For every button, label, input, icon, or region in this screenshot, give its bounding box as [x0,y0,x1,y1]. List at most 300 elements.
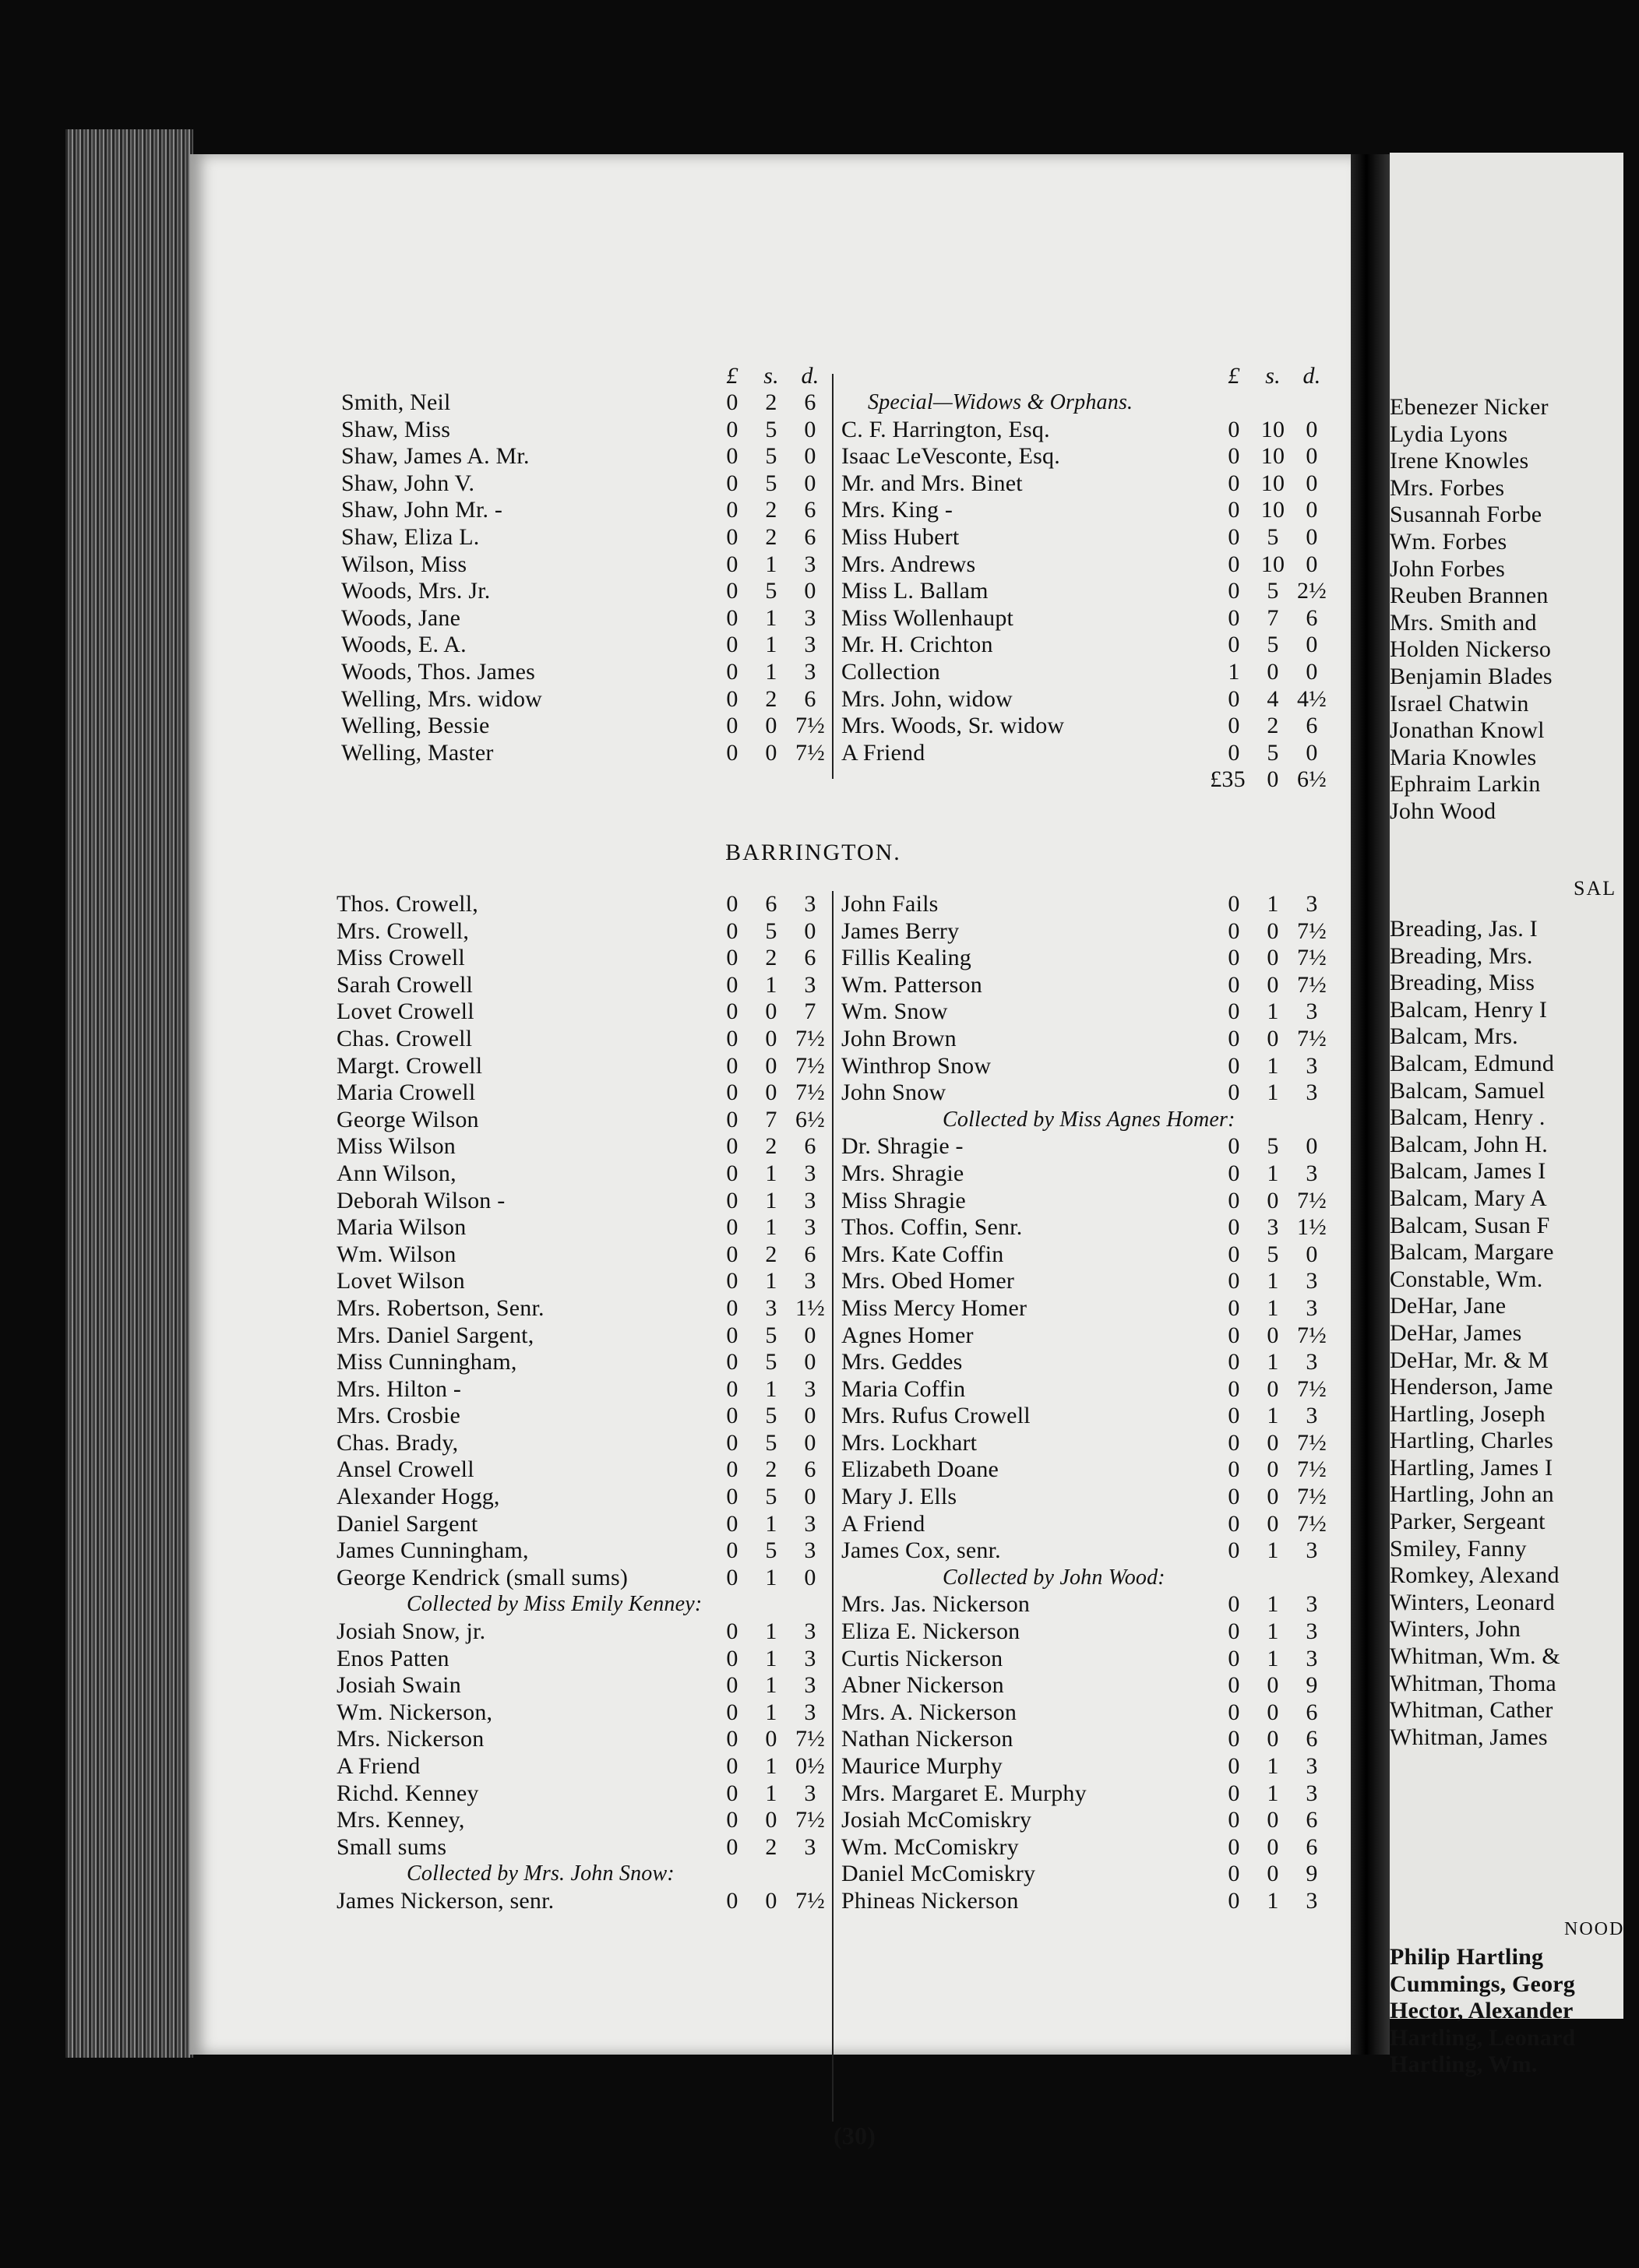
amount-pounds: 0 [726,523,738,550]
amount-pounds: 0 [726,739,738,766]
amount-pence: 1½ [795,1294,825,1321]
amount-shillings: 5 [765,578,777,604]
amount-pounds: 1 [1228,658,1240,685]
amount-shillings: 1 [1267,1079,1279,1106]
contributor-name: Miss Wollenhaupt [841,604,1014,631]
amount-pence: 3 [1306,1618,1318,1645]
amount-shillings: 1 [1267,1618,1279,1645]
amount-pence: 3 [1306,1079,1318,1106]
amount-shillings: 1 [765,1753,777,1779]
amount-pence: 0 [804,1322,816,1348]
facing-list-item: Jonathan Knowl [1390,717,1545,744]
amount-pounds: 0 [726,1699,738,1725]
amount-pence: 7½ [795,1887,825,1914]
contribution-row [341,417,824,444]
contributor-name: Thos. Coffin, Senr. [841,1214,1023,1241]
amount-pounds: 0 [726,1887,738,1914]
amount-pence: 7½ [795,1807,825,1833]
contributor-name: Curtis Nickerson [841,1645,1003,1671]
contributor-name: Mrs. Robertson, Senr. [337,1294,545,1321]
contributor-name: James Cunningham, [337,1537,529,1564]
amount-pounds: 0 [1228,1403,1240,1429]
amount-pence: 6 [804,685,816,712]
contributor-name: Mrs. Shragie [841,1160,964,1186]
amount-pounds: 0 [726,1672,738,1699]
amount-pounds: 0 [726,917,738,944]
amount-pounds: 0 [1228,945,1240,971]
amount-pounds: 0 [726,1268,738,1294]
amount-pounds: 0 [726,1052,738,1079]
amount-pence: 2½ [1297,578,1327,604]
contributor-name: Daniel Sargent [337,1510,478,1537]
contribution-row [341,551,824,579]
contribution-row [841,417,1340,444]
amount-pence: 3 [1306,1780,1318,1806]
amount-shillings: 1 [1267,1294,1279,1321]
amount-pounds: 0 [1228,551,1240,577]
column-rule-bottom [832,891,834,2122]
amount-shillings: 2 [765,945,777,971]
amount-pounds: 0 [726,1537,738,1564]
amount-pounds: 0 [1228,1618,1240,1645]
contributor-name: Shaw, John Mr. - [341,497,503,523]
contributor-name: Alexander Hogg, [337,1484,500,1510]
amount-shillings: 2 [765,1133,777,1160]
contribution-row [841,1753,1340,1780]
amount-pounds: 0 [726,578,738,604]
contributor-name: James Berry [841,917,960,944]
amount-shillings: 1 [765,1510,777,1537]
amount-pence: 3 [804,604,816,631]
contributor-name: Wm. Nickerson, [337,1699,493,1725]
contribution-row [341,659,824,686]
amount-pounds: 0 [726,551,738,577]
contribution-row [841,972,1340,999]
facing-list-item: Irene Knowles [1390,448,1529,474]
facing-list-item: Balcam, Mary A [1390,1185,1547,1211]
left-header-s: s. [763,363,779,389]
amount-pounds: 0 [1228,1537,1240,1564]
contributor-name: George Kendrick (small sums) [337,1564,629,1590]
facing-list-item: Constable, Wm. [1390,1266,1543,1292]
amount-pence: 0 [804,1403,816,1429]
amount-shillings: 6 [765,891,777,917]
contribution-row [337,1672,835,1699]
amount-pounds: 0 [1228,1887,1240,1914]
contributor-name: Mrs. Geddes [841,1349,963,1375]
contribution-row [841,1511,1340,1538]
amount-pounds: 0 [726,1726,738,1752]
facing-list-item: John Wood [1390,798,1496,824]
amount-shillings: 4 [1267,685,1279,712]
contributor-name: Wm. McComiskry [841,1833,1019,1860]
contribution-row [841,1403,1340,1430]
amount-pence: 0 [804,416,816,442]
right-top-total-row [841,766,1340,794]
contribution-row [337,1053,835,1080]
facing-list-item: Whitman, James [1390,1724,1548,1750]
collector-heading-text: Collected by John Wood: [943,1565,1165,1590]
amount-pence: 7½ [795,1079,825,1106]
contribution-row [337,1456,835,1484]
contributor-name: Deborah Wilson - [337,1187,506,1213]
facing-list-item: Balcam, Mrs. [1390,1023,1518,1050]
amount-pounds: 0 [726,389,738,415]
amount-shillings: 1 [1267,1052,1279,1079]
contributor-name: Woods, Mrs. Jr. [341,578,491,604]
contribution-row [841,1160,1340,1188]
amount-shillings: 1 [765,1214,777,1241]
amount-pounds: 0 [726,416,738,442]
amount-pence: 0 [804,1349,816,1375]
contribution-row [841,1618,1340,1646]
amount-pounds: 0 [1228,1429,1240,1456]
facing-list-item: Maria Knowles [1390,744,1537,770]
contributor-name: Josiah Snow, jr. [337,1618,486,1645]
contribution-row [337,1726,835,1753]
amount-pence: 3 [804,551,816,577]
facing-list-item: Ebenezer Nicker [1390,394,1549,420]
amount-pence: 6 [804,1456,816,1483]
contribution-row [337,1268,835,1295]
facing-list-item: Balcam, John H. [1390,1131,1548,1157]
contributor-name: Mrs. A. Nickerson [841,1699,1017,1725]
amount-pounds: 0 [1228,1025,1240,1051]
contributor-name: Wilson, Miss [341,551,467,577]
amount-pounds: 0 [1228,1672,1240,1699]
contributor-name: Mrs. Crowell, [337,917,470,944]
facing-page [1390,153,1625,2078]
facing-list-item: Parker, Sergeant [1390,1509,1546,1535]
contributor-name: C. F. Harrington, Esq. [841,416,1050,442]
amount-shillings: 1 [1267,1403,1279,1429]
page-number: (30) [834,2122,876,2150]
amount-pounds: 0 [726,1160,738,1186]
contributor-name: James Cox, senr. [841,1537,1001,1564]
amount-pounds: 0 [1228,1591,1240,1618]
amount-pounds: 0 [1228,685,1240,712]
amount-pence: 3 [804,1833,816,1860]
amount-pounds: 0 [726,497,738,523]
amount-shillings: 0 [1267,1187,1279,1213]
contribution-row [337,1026,835,1053]
amount-shillings: 1 [765,551,777,577]
amount-pence: 1½ [1297,1214,1327,1241]
amount-shillings: 5 [765,1403,777,1429]
contribution-row [341,686,824,713]
collector-heading [337,1861,835,1888]
amount-pence: 0 [1306,497,1318,523]
amount-shillings: 10 [1260,470,1285,496]
amount-shillings: 5 [1267,578,1279,604]
facing-list-item: Balcam, Samuel [1390,1077,1546,1104]
amount-pounds: 0 [726,1780,738,1806]
contribution-row [337,1376,835,1403]
facing-list-item: Hartling, John an [1390,1481,1554,1508]
book-gutter [1351,154,1390,2055]
amount-shillings: 2 [765,1456,777,1483]
contributor-name: Miss Cunningham, [337,1349,517,1375]
amount-pence: 3 [1306,1160,1318,1186]
contribution-row [841,1456,1340,1484]
contributor-name: James Nickerson, senr. [337,1887,555,1914]
amount-shillings: 0 [1267,1322,1279,1348]
amount-shillings: 5 [1267,739,1279,766]
left-page [190,154,1351,2150]
contributor-name: Fillis Kealing [841,945,971,971]
amount-shillings: 2 [1267,713,1279,739]
amount-pence: 6 [804,523,816,550]
contributor-name: Mary J. Ells [841,1484,957,1510]
amount-shillings: 0 [1267,1375,1279,1402]
contribution-row [841,1349,1340,1376]
amount-pence: 3 [804,1780,816,1806]
amount-pounds: 0 [1228,891,1240,917]
contributor-name: Mr. and Mrs. Binet [841,470,1023,496]
contributor-name: Small sums [337,1833,447,1860]
amount-shillings: 0 [1267,1510,1279,1537]
contribution-row [337,1753,835,1780]
contribution-row [841,1133,1340,1160]
amount-shillings: 1 [765,971,777,998]
amount-pence: 3 [804,1214,816,1241]
amount-shillings: 1 [1267,1349,1279,1375]
facing-list-item: Whitman, Wm. & [1390,1643,1560,1670]
amount-shillings: 0 [765,1887,777,1914]
contribution-row [337,1107,835,1134]
collector-heading-text: Collected by Miss Agnes Homer: [943,1107,1235,1132]
amount-pence: 9 [1306,1672,1318,1699]
contributor-name: Mrs. Rufus Crowell [841,1403,1031,1429]
amount-pence: 6 [1306,1833,1318,1860]
contributor-name: Collection [841,658,940,685]
contribution-row [341,605,824,632]
contribution-row [337,918,835,946]
amount-shillings: 5 [1267,523,1279,550]
contributor-name: Miss L. Ballam [841,578,989,604]
contributor-name: Shaw, John V. [341,470,475,496]
amount-shillings: 10 [1260,443,1285,470]
amount-pounds: 0 [1228,1268,1240,1294]
contributor-name: Ansel Crowell [337,1456,474,1483]
facing-list-item: Balcam, Henry I [1390,996,1548,1023]
collector-heading-text: Collected by Mrs. John Snow: [407,1861,675,1886]
amount-pounds: 0 [1228,1349,1240,1375]
amount-pence: 7½ [795,1052,825,1079]
facing-list-item: DeHar, Jane [1390,1293,1507,1319]
column-rule-top [832,374,834,779]
amount-pounds: 0 [1228,917,1240,944]
amount-pounds: 0 [726,1322,738,1348]
amount-shillings: 1 [1267,1591,1279,1618]
amount-pounds: 0 [1228,416,1240,442]
amount-pounds: 0 [1228,578,1240,604]
amount-pounds: 0 [1228,739,1240,766]
amount-pence: 3 [1306,1052,1318,1079]
amount-shillings: 5 [765,1349,777,1375]
amount-pounds: 0 [726,1106,738,1132]
amount-pence: 6 [804,945,816,971]
amount-pounds: 0 [1228,1833,1240,1860]
contributor-name: Mrs. Kate Coffin [841,1241,1004,1267]
amount-pounds: 0 [726,1833,738,1860]
amount-pounds: 0 [1228,1484,1240,1510]
contribution-row [841,1295,1340,1322]
contribution-row [337,1565,835,1592]
collector-heading [337,1591,835,1618]
amount-pounds: 0 [726,1375,738,1402]
amount-pence: 0 [1306,443,1318,470]
amount-shillings: 0 [765,1079,777,1106]
amount-pence: 3 [804,1699,816,1725]
contributor-name: Maria Wilson [337,1214,467,1241]
amount-pence: 0 [1306,416,1318,442]
amount-pence: 0 [1306,523,1318,550]
contributor-name: Shaw, Miss [341,416,451,442]
facing-list-item: Holden Nickerso [1390,636,1552,663]
contributor-name: Winthrop Snow [841,1052,992,1079]
amount-shillings: 0 [1267,658,1279,685]
contribution-row [341,470,824,498]
amount-shillings: 0 [765,1726,777,1752]
contribution-row [841,1646,1340,1673]
amount-pounds: 0 [726,945,738,971]
contribution-row [337,1214,835,1241]
amount-shillings: 3 [1267,1214,1279,1241]
amount-pence: 3 [1306,1537,1318,1564]
amount-pence: 3 [1306,891,1318,917]
contribution-row [337,1484,835,1511]
contributor-name: Dr. Shragie - [841,1133,964,1160]
amount-shillings: 0 [1267,971,1279,998]
amount-pence: 6 [804,1241,816,1267]
contributor-name: Mrs. Kenney, [337,1807,465,1833]
contributor-name: Mrs. Jas. Nickerson [841,1591,1031,1618]
amount-shillings: 1 [1267,1537,1279,1564]
contributor-name: Lovet Crowell [337,998,474,1025]
contribution-row [337,998,835,1026]
contribution-row [341,389,824,417]
amount-pounds: 0 [726,658,738,685]
contribution-row [841,1484,1340,1511]
amount-pounds: 0 [1228,470,1240,496]
contributor-name: Chas. Brady, [337,1429,459,1456]
contributor-name: Sarah Crowell [337,971,474,998]
amount-pence: 7½ [1297,1322,1327,1348]
amount-pence: 0 [1306,739,1318,766]
contribution-row [841,1053,1340,1080]
contributor-name: Wm. Wilson [337,1241,456,1267]
contribution-row [841,1807,1340,1834]
amount-shillings: 1 [765,1618,777,1645]
amount-pence: 0 [804,1429,816,1456]
contributor-name: Woods, Thos. James [341,658,535,685]
contribution-row [337,1322,835,1350]
amount-pounds: 0 [1228,1052,1240,1079]
amount-shillings: 5 [1267,1133,1279,1160]
amount-pence: 6 [1306,1726,1318,1752]
contributor-name: Miss Shragie [841,1187,966,1213]
contributor-name: John Brown [841,1025,957,1051]
right-header-l: £ [1228,363,1240,389]
amount-pounds: 0 [1228,523,1240,550]
amount-pence: 0 [1306,632,1318,658]
amount-shillings: 1 [765,1160,777,1186]
contributor-name: John Snow [841,1079,946,1106]
contribution-row [841,605,1340,632]
contribution-row [841,1376,1340,1403]
amount-pence: 7½ [1297,1484,1327,1510]
amount-pounds: 0 [726,971,738,998]
facing-list-item: John Forbes [1390,555,1506,582]
contributor-name: Mrs. Lockhart [841,1429,978,1456]
amount-shillings: 1 [1267,1780,1279,1806]
facing-list-item: Hartling, Charles [1390,1428,1554,1454]
amount-pounds: 0 [726,1214,738,1241]
amount-pence: 0 [804,578,816,604]
amount-pounds: 0 [1228,1322,1240,1348]
amount-shillings: 1 [1267,1753,1279,1779]
contributor-name: Isaac LeVesconte, Esq. [841,443,1060,470]
amount-pence: 0 [1306,470,1318,496]
amount-pence: 3 [804,891,816,917]
amount-shillings: 2 [765,497,777,523]
amount-shillings: 1 [1267,1887,1279,1914]
right-top-total-s: 0 [1267,766,1279,793]
contributor-name: Mrs. Daniel Sargent, [337,1322,534,1348]
contribution-row [841,1214,1340,1241]
amount-pence: 0 [1306,1241,1318,1267]
amount-shillings: 0 [1267,917,1279,944]
amount-pence: 6 [804,389,816,415]
contributor-name: Maria Coffin [841,1375,966,1402]
contribution-row [841,470,1340,498]
amount-shillings: 1 [765,1699,777,1725]
contributor-name: Mrs. Margaret E. Murphy [841,1780,1087,1806]
amount-shillings: 1 [1267,891,1279,917]
contribution-row [337,1618,835,1646]
contributor-name: Shaw, Eliza L. [341,523,480,550]
facing-list-item: Winters, Leonard [1390,1589,1555,1615]
contribution-row [341,740,824,767]
amount-pence: 4½ [1297,685,1327,712]
contribution-row [841,443,1340,470]
amount-pounds: 0 [1228,443,1240,470]
amount-pounds: 0 [726,1484,738,1510]
amount-pounds: 0 [1228,1861,1240,1887]
contribution-row [337,1888,835,1915]
amount-pence: 3 [1306,1645,1318,1671]
amount-pounds: 0 [1228,1780,1240,1806]
contributor-name: Wm. Snow [841,998,948,1025]
amount-pence: 3 [1306,1349,1318,1375]
contribution-row [337,1133,835,1160]
amount-pounds: 0 [1228,1753,1240,1779]
contributor-name: Miss Hubert [841,523,960,550]
amount-pence: 0 [804,1484,816,1510]
amount-pence: 6 [1306,1807,1318,1833]
amount-pence: 7½ [1297,1456,1327,1483]
amount-shillings: 0 [765,1025,777,1051]
amount-pence: 0½ [795,1753,825,1779]
contribution-row [337,972,835,999]
contributor-name: Daniel McComiskry [841,1861,1036,1887]
amount-pence: 7½ [1297,1025,1327,1051]
amount-shillings: 0 [765,1807,777,1833]
amount-pence: 0 [804,443,816,470]
amount-pounds: 0 [1228,1510,1240,1537]
amount-pence: 6 [1306,1699,1318,1725]
